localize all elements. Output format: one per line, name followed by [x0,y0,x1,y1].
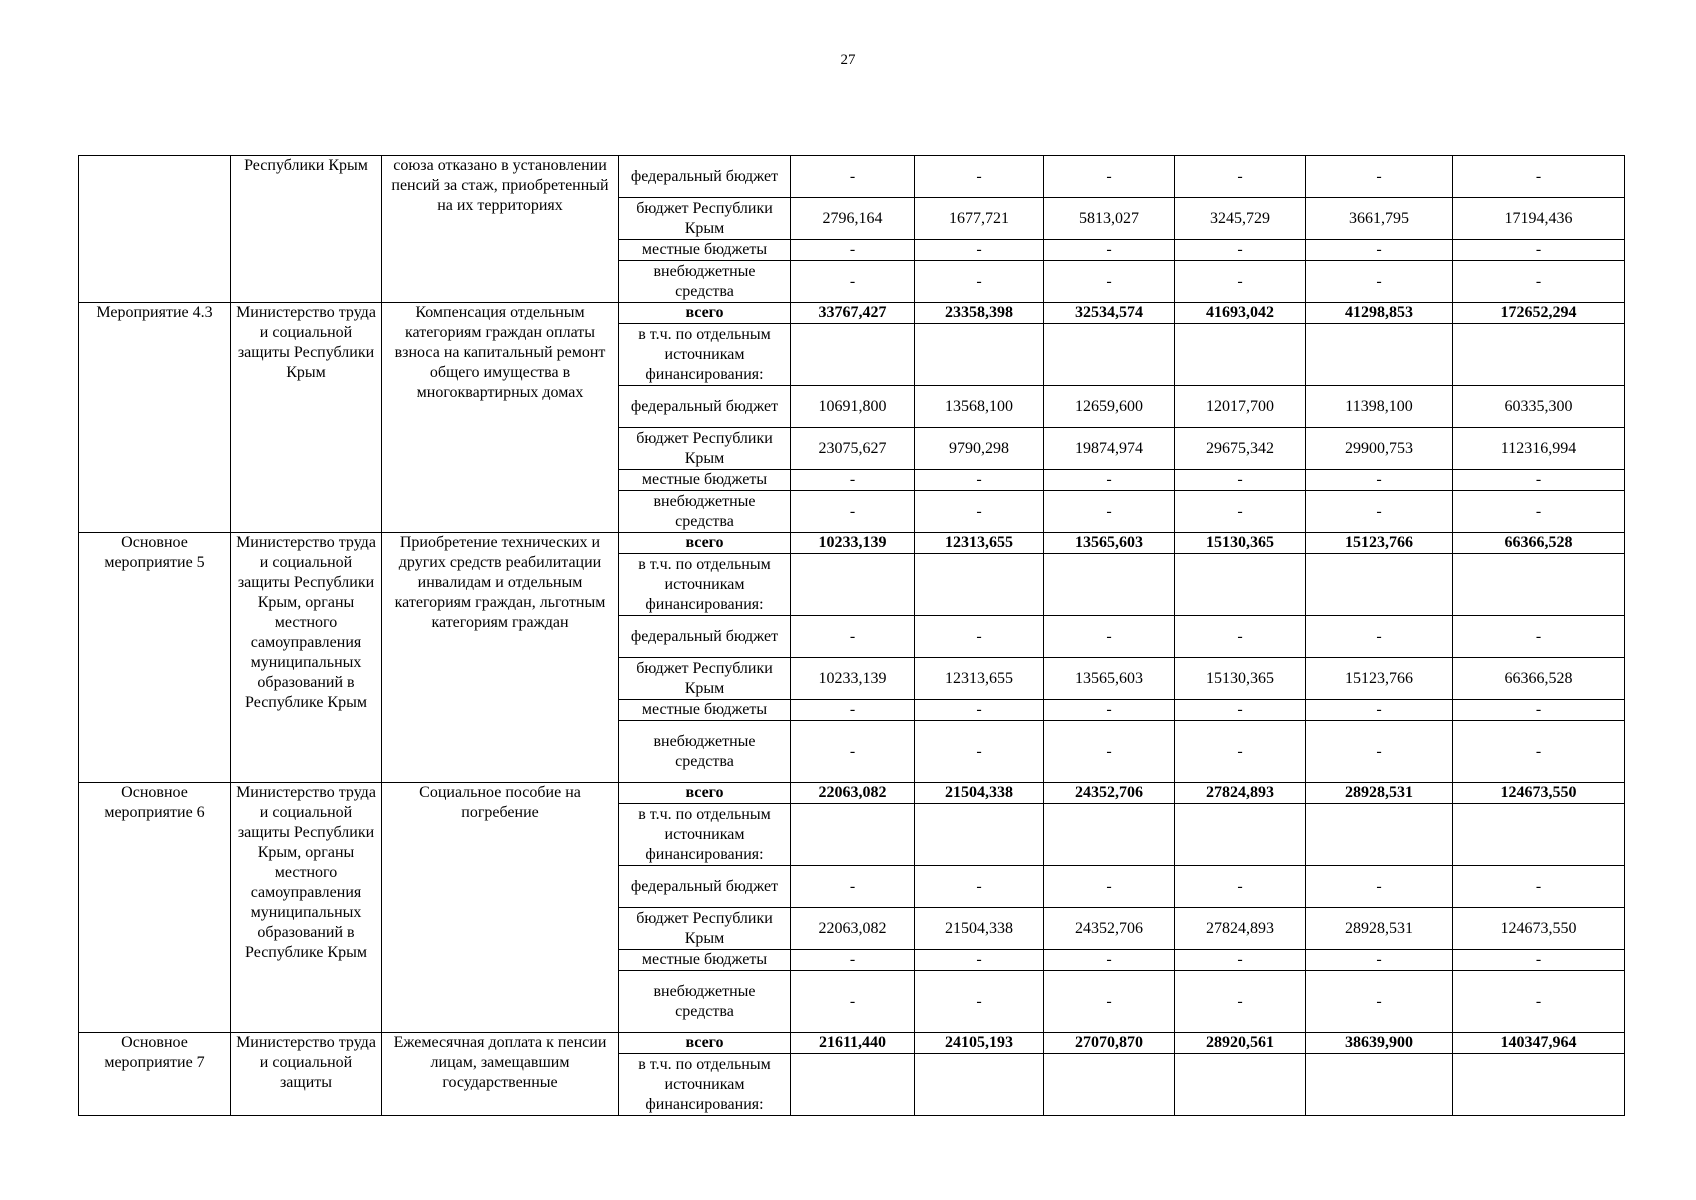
source-label: внебюджетные средства [619,971,791,1033]
value-cell: 2796,164 [791,198,915,240]
value-cell: 17194,436 [1453,198,1625,240]
event-cell: Основное мероприятие 5 [79,533,231,783]
value-cell: - [915,721,1044,783]
value-cell: 13568,100 [915,386,1044,428]
source-label-total: всего [619,533,791,554]
total-value-cell: 140347,964 [1453,1033,1625,1054]
value-cell: - [1175,700,1306,721]
value-cell [1306,554,1453,616]
value-cell: - [1306,616,1453,658]
event-cell [79,156,231,303]
value-cell [791,324,915,386]
value-cell: - [791,721,915,783]
total-value-cell: 23358,398 [915,303,1044,324]
value-cell: - [791,616,915,658]
value-cell: 19874,974 [1044,428,1175,470]
total-value-cell: 33767,427 [791,303,915,324]
source-label: бюджет Республики Крым [619,428,791,470]
value-cell: - [915,240,1044,261]
description-cell: Социальное пособие на погребение [382,783,619,1033]
executor-cell: Министерство труда и социальной защиты Республики Крым, органы местного самоуправления муниципальных образований в Республике Крым [231,533,382,783]
value-cell: 12017,700 [1175,386,1306,428]
total-value-cell: 10233,139 [791,533,915,554]
value-cell: - [1044,721,1175,783]
value-cell: - [791,491,915,533]
source-label: местные бюджеты [619,470,791,491]
value-cell: 13565,603 [1044,658,1175,700]
total-value-cell: 13565,603 [1044,533,1175,554]
total-value-cell: 41693,042 [1175,303,1306,324]
value-cell: - [915,156,1044,198]
total-value-cell: 38639,900 [1306,1033,1453,1054]
value-cell: - [915,700,1044,721]
total-value-cell: 28920,561 [1175,1033,1306,1054]
description-cell: Компенсация отдельным категориям граждан оплаты взноса на капитальный ремонт общего имущества в многоквартирных домах [382,303,619,533]
value-cell: 21504,338 [915,908,1044,950]
value-cell: - [1044,866,1175,908]
value-cell: - [1044,616,1175,658]
value-cell [1175,1054,1306,1116]
event-cell: Основное мероприятие 7 [79,1033,231,1116]
source-label-total: всего [619,1033,791,1054]
total-value-cell: 27824,893 [1175,783,1306,804]
value-cell: - [915,950,1044,971]
value-cell: 15123,766 [1306,658,1453,700]
value-cell: 5813,027 [1044,198,1175,240]
value-cell [1306,324,1453,386]
source-label: в т.ч. по отдельным источникам финансирования: [619,1054,791,1116]
value-cell: - [1044,156,1175,198]
total-value-cell: 22063,082 [791,783,915,804]
executor-cell: Министерство труда и социальной защиты Республики Крым [231,303,382,533]
executor-cell: Министерство труда и социальной защиты [231,1033,382,1116]
total-value-cell: 24105,193 [915,1033,1044,1054]
source-label: в т.ч. по отдельным источникам финансирования: [619,324,791,386]
value-cell: - [1044,491,1175,533]
source-label: внебюджетные средства [619,491,791,533]
value-cell [915,804,1044,866]
value-cell: - [1453,616,1625,658]
total-value-cell: 32534,574 [1044,303,1175,324]
value-cell: - [1453,866,1625,908]
value-cell [1044,1054,1175,1116]
value-cell: 124673,550 [1453,908,1625,950]
total-value-cell: 28928,531 [1306,783,1453,804]
value-cell: - [791,700,915,721]
value-cell: - [1044,261,1175,303]
value-cell [1453,554,1625,616]
value-cell: - [915,866,1044,908]
source-label: местные бюджеты [619,950,791,971]
value-cell: 12313,655 [915,658,1044,700]
source-label: местные бюджеты [619,240,791,261]
executor-cell: Республики Крым [231,156,382,303]
value-cell: - [1175,616,1306,658]
value-cell: - [1306,240,1453,261]
value-cell: - [1453,950,1625,971]
table-row [79,1033,1625,1054]
value-cell [1175,324,1306,386]
value-cell: - [1453,240,1625,261]
source-label: федеральный бюджет [619,156,791,198]
value-cell: - [1306,261,1453,303]
executor-cell: Министерство труда и социальной защиты Республики Крым, органы местного самоуправления муниципальных образований в Республике Крым [231,783,382,1033]
value-cell: - [1306,700,1453,721]
total-value-cell: 12313,655 [915,533,1044,554]
source-label: федеральный бюджет [619,386,791,428]
value-cell: 3661,795 [1306,198,1453,240]
value-cell: - [1453,470,1625,491]
value-cell: - [1453,491,1625,533]
total-value-cell: 15123,766 [1306,533,1453,554]
value-cell: 10691,800 [791,386,915,428]
value-cell: - [1306,866,1453,908]
value-cell: - [791,240,915,261]
value-cell: - [1306,470,1453,491]
value-cell: - [1044,470,1175,491]
value-cell: - [1306,721,1453,783]
value-cell: - [1175,971,1306,1033]
value-cell: - [1044,971,1175,1033]
table-row [79,783,1625,804]
source-label: в т.ч. по отдельным источникам финансирования: [619,804,791,866]
value-cell: - [1306,491,1453,533]
value-cell: - [1044,950,1175,971]
source-label: внебюджетные средства [619,261,791,303]
value-cell: 9790,298 [915,428,1044,470]
value-cell [915,324,1044,386]
source-label: федеральный бюджет [619,866,791,908]
value-cell: - [1044,240,1175,261]
value-cell: - [1044,700,1175,721]
value-cell: - [1306,950,1453,971]
total-value-cell: 21611,440 [791,1033,915,1054]
value-cell [791,554,915,616]
total-value-cell: 124673,550 [1453,783,1625,804]
total-value-cell: 21504,338 [915,783,1044,804]
value-cell: 29900,753 [1306,428,1453,470]
value-cell: - [1175,491,1306,533]
value-cell [1306,1054,1453,1116]
value-cell: - [791,950,915,971]
total-value-cell: 41298,853 [1306,303,1453,324]
value-cell: - [1306,156,1453,198]
event-cell: Основное мероприятие 6 [79,783,231,1033]
value-cell: - [1175,950,1306,971]
source-label-total: всего [619,303,791,324]
source-label: федеральный бюджет [619,616,791,658]
value-cell: 28928,531 [1306,908,1453,950]
description-cell: Приобретение технических и других средств реабилитации инвалидам и отдельным категориям граждан, льготным категориям граждан [382,533,619,783]
page-number: 27 [840,52,856,68]
event-cell: Мероприятие 4.3 [79,303,231,533]
value-cell: - [1453,261,1625,303]
value-cell: 24352,706 [1044,908,1175,950]
value-cell: - [1175,261,1306,303]
value-cell [1175,554,1306,616]
value-cell: - [1175,470,1306,491]
value-cell: - [1175,721,1306,783]
value-cell: - [915,616,1044,658]
value-cell: 1677,721 [915,198,1044,240]
value-cell [1044,804,1175,866]
value-cell: - [1453,700,1625,721]
value-cell: - [791,156,915,198]
value-cell: - [1306,971,1453,1033]
value-cell: - [1175,156,1306,198]
source-label: бюджет Республики Крым [619,908,791,950]
value-cell: 15130,365 [1175,658,1306,700]
value-cell: - [791,261,915,303]
value-cell: 112316,994 [1453,428,1625,470]
value-cell: - [1453,721,1625,783]
table-row [79,533,1625,554]
total-value-cell: 66366,528 [1453,533,1625,554]
value-cell: - [915,470,1044,491]
value-cell: - [915,971,1044,1033]
table-row [79,156,1625,198]
value-cell: - [915,261,1044,303]
value-cell: - [1453,971,1625,1033]
budget-table [78,155,1625,1116]
value-cell: 60335,300 [1453,386,1625,428]
value-cell [1306,804,1453,866]
description-cell: Ежемесячная доплата к пенсии лицам, замещавшим государственные [382,1033,619,1116]
source-label: бюджет Республики Крым [619,198,791,240]
value-cell [915,1054,1044,1116]
value-cell [791,1054,915,1116]
source-label-total: всего [619,783,791,804]
value-cell: - [915,491,1044,533]
total-value-cell: 24352,706 [1044,783,1175,804]
description-cell: союза отказано в установлении пенсий за стаж, приобретенный на их территориях [382,156,619,303]
value-cell [1453,1054,1625,1116]
value-cell: - [1175,866,1306,908]
value-cell [791,804,915,866]
value-cell: - [791,866,915,908]
source-label: бюджет Республики Крым [619,658,791,700]
value-cell [1175,804,1306,866]
value-cell [1453,324,1625,386]
value-cell: 22063,082 [791,908,915,950]
value-cell [1453,804,1625,866]
source-label: местные бюджеты [619,700,791,721]
value-cell [915,554,1044,616]
value-cell: 3245,729 [1175,198,1306,240]
value-cell: - [791,971,915,1033]
value-cell: - [1175,240,1306,261]
value-cell: - [791,470,915,491]
value-cell: 66366,528 [1453,658,1625,700]
value-cell: 27824,893 [1175,908,1306,950]
table-row [79,303,1625,324]
total-value-cell: 15130,365 [1175,533,1306,554]
total-value-cell: 27070,870 [1044,1033,1175,1054]
value-cell: 12659,600 [1044,386,1175,428]
value-cell: 23075,627 [791,428,915,470]
source-label: внебюджетные средства [619,721,791,783]
source-label: в т.ч. по отдельным источникам финансирования: [619,554,791,616]
value-cell: 11398,100 [1306,386,1453,428]
value-cell: 10233,139 [791,658,915,700]
value-cell [1044,324,1175,386]
value-cell: 29675,342 [1175,428,1306,470]
total-value-cell: 172652,294 [1453,303,1625,324]
value-cell: - [1453,156,1625,198]
value-cell [1044,554,1175,616]
